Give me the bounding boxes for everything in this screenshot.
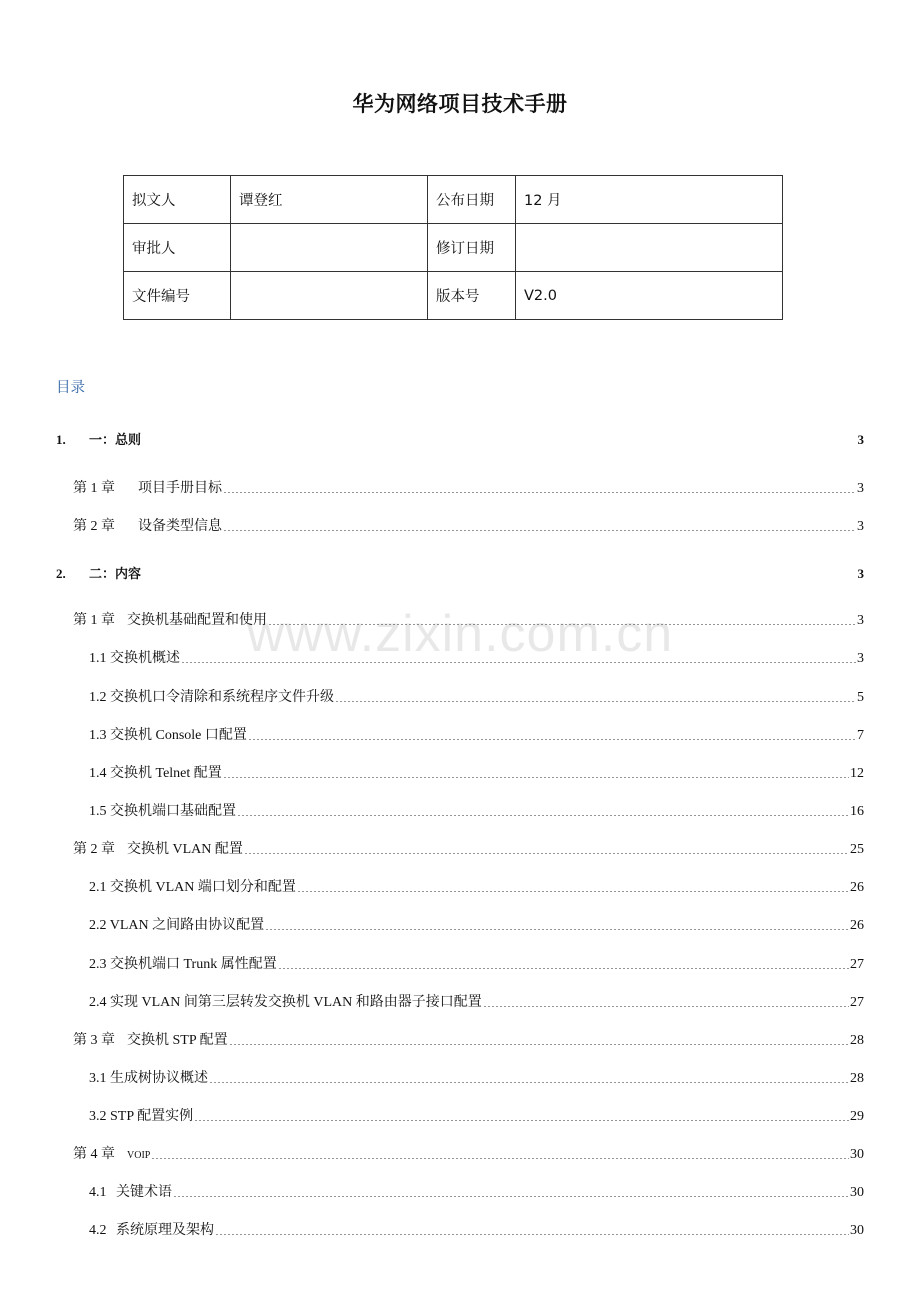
table-cell [231,272,428,320]
toc-entry-title: VOIP [127,1150,151,1161]
table-cell: 文件编号 [124,272,231,320]
toc-leader-dots [223,479,856,493]
toc-entry-number: 2. [56,566,66,581]
toc-entry-title: 项目手册目标 [138,481,222,496]
toc-leader-dots [248,726,856,740]
toc-heading: 目录 [56,380,85,396]
toc-leader-dots [181,649,856,663]
toc-entry-page: 12 [850,766,864,781]
toc-leader-dots [142,566,856,579]
toc-entry-title: 2.4 实现 VLAN 间第三层转发交换机 VLAN 和路由器子接口配置 [89,995,482,1010]
toc-entry-number: 第 4 章 [73,1147,115,1162]
toc-leader-dots [209,1069,849,1083]
toc-leader-dots [483,993,849,1007]
table-cell: 拟文人 [124,176,231,224]
toc-entry-title: 1.4 交换机 Telnet 配置 [89,766,222,781]
toc-entry-title: 一：总则 [89,432,142,447]
toc-entry-title: 2.3 交换机端口 Trunk 属性配置 [89,957,277,972]
toc-entry-title: 系统原理及架构 [116,1223,214,1238]
toc-leader-dots [244,840,849,854]
toc-entry[interactable] [89,724,864,744]
toc-entry-page: 3 [857,481,864,496]
toc-entry[interactable] [89,1181,864,1201]
toc-leader-dots [278,955,849,969]
toc-entry[interactable] [56,563,864,582]
toc-entry-number: 4.1 [89,1185,107,1200]
toc-entry[interactable] [56,429,864,448]
toc-entry[interactable] [89,647,864,667]
toc-entry-title: 1.3 交换机 Console 口配置 [89,728,247,743]
toc-entry-number: 第 1 章 [73,613,115,628]
toc-entry[interactable] [73,1143,864,1163]
toc-entry-number: 第 1 章 [73,481,115,496]
toc-entry[interactable] [89,1067,864,1087]
toc-entry-page: 26 [850,918,864,933]
toc-entry-page: 26 [850,880,864,895]
toc-entry-title: 3.2 STP 配置实例 [89,1109,194,1124]
toc-entry[interactable] [89,876,864,896]
toc-leader-dots [223,764,849,778]
toc-entry-title: 关键术语 [116,1185,172,1200]
toc-entry-page: 16 [850,804,864,819]
toc-entry[interactable] [89,1219,864,1239]
toc-entry[interactable] [89,1105,864,1125]
toc-leader-dots [265,916,849,930]
toc-entry-number: 第 2 章 [73,842,115,857]
toc-entry[interactable] [89,762,864,782]
toc-leader-dots [194,1107,849,1121]
toc-entry-title: 交换机 VLAN 配置 [127,842,243,857]
toc-entry-number: 第 2 章 [73,519,115,534]
toc-entry-number: 第 3 章 [73,1033,115,1048]
toc-entry-page: 5 [857,690,864,705]
toc-entry-page: 30 [850,1147,864,1162]
toc-entry-page: 3 [857,613,864,628]
toc-entry[interactable] [73,477,864,497]
toc-entry-page: 28 [850,1033,864,1048]
toc-entry[interactable] [73,515,864,535]
document-title: 华为网络项目技术手册 [352,92,568,116]
toc-entry-number: 4.2 [89,1223,107,1238]
toc-entry-page: 25 [850,842,864,857]
toc-leader-dots [142,432,856,445]
table-cell: 修订日期 [428,224,516,272]
toc-leader-dots [297,878,849,892]
document-info-table [123,175,783,320]
table-row [124,272,783,320]
toc-entry-title: 交换机 STP 配置 [127,1033,228,1048]
table-cell: 12 月 [516,176,783,224]
toc-entry-title: 二：内容 [89,566,142,581]
toc-leader-dots [215,1221,849,1235]
toc-entry[interactable] [73,609,864,629]
toc-entry[interactable] [73,1029,864,1049]
toc-entry-title: 2.2 VLAN 之间路由协议配置 [89,918,265,933]
toc-entry-page: 3 [857,432,864,447]
table-cell [516,224,783,272]
toc-entry-title: 设备类型信息 [138,519,222,534]
toc-entry-page: 30 [850,1185,864,1200]
table-row [124,176,783,224]
table-cell: V2.0 [516,272,783,320]
toc-leader-dots [229,1031,849,1045]
toc-entry-title: 3.1 生成树协议概述 [89,1071,208,1086]
toc-entry-page: 3 [857,566,864,581]
table-cell: 审批人 [124,224,231,272]
toc-leader-dots [223,517,856,531]
table-cell: 谭登红 [231,176,428,224]
toc-entry[interactable] [89,800,864,820]
toc-entry-page: 7 [857,728,864,743]
toc-leader-dots [237,802,849,816]
toc-entry-page: 29 [850,1109,864,1124]
toc-entry-title: 2.1 交换机 VLAN 端口划分和配置 [89,880,296,895]
toc-entry-title: 1.1 交换机概述 [89,651,180,666]
toc-entry[interactable] [89,686,864,706]
toc-entry-page: 28 [850,1071,864,1086]
toc-entry-page: 3 [857,519,864,534]
toc-leader-dots [151,1145,849,1159]
toc-entry-page: 27 [850,995,864,1010]
toc-entry-page: 30 [850,1223,864,1238]
toc-entry-number: 1. [56,432,66,447]
table-row [124,224,783,272]
toc-leader-dots [268,611,856,625]
toc-entry-title: 1.5 交换机端口基础配置 [89,804,236,819]
toc-entry[interactable] [89,914,864,934]
toc-entry[interactable] [73,838,864,858]
toc-entry-title: 交换机基础配置和使用 [127,613,267,628]
watermark: www.zixin.com.cn [246,605,674,663]
table-cell: 版本号 [428,272,516,320]
toc-entry[interactable] [89,991,864,1011]
table-cell [231,224,428,272]
toc-entry-page: 27 [850,957,864,972]
toc-entry[interactable] [89,953,864,973]
toc-entry-title: 1.2 交换机口令清除和系统程序文件升级 [89,690,334,705]
toc-entry-page: 3 [857,651,864,666]
toc-leader-dots [173,1183,849,1197]
toc-leader-dots [335,688,856,702]
table-cell: 公布日期 [428,176,516,224]
